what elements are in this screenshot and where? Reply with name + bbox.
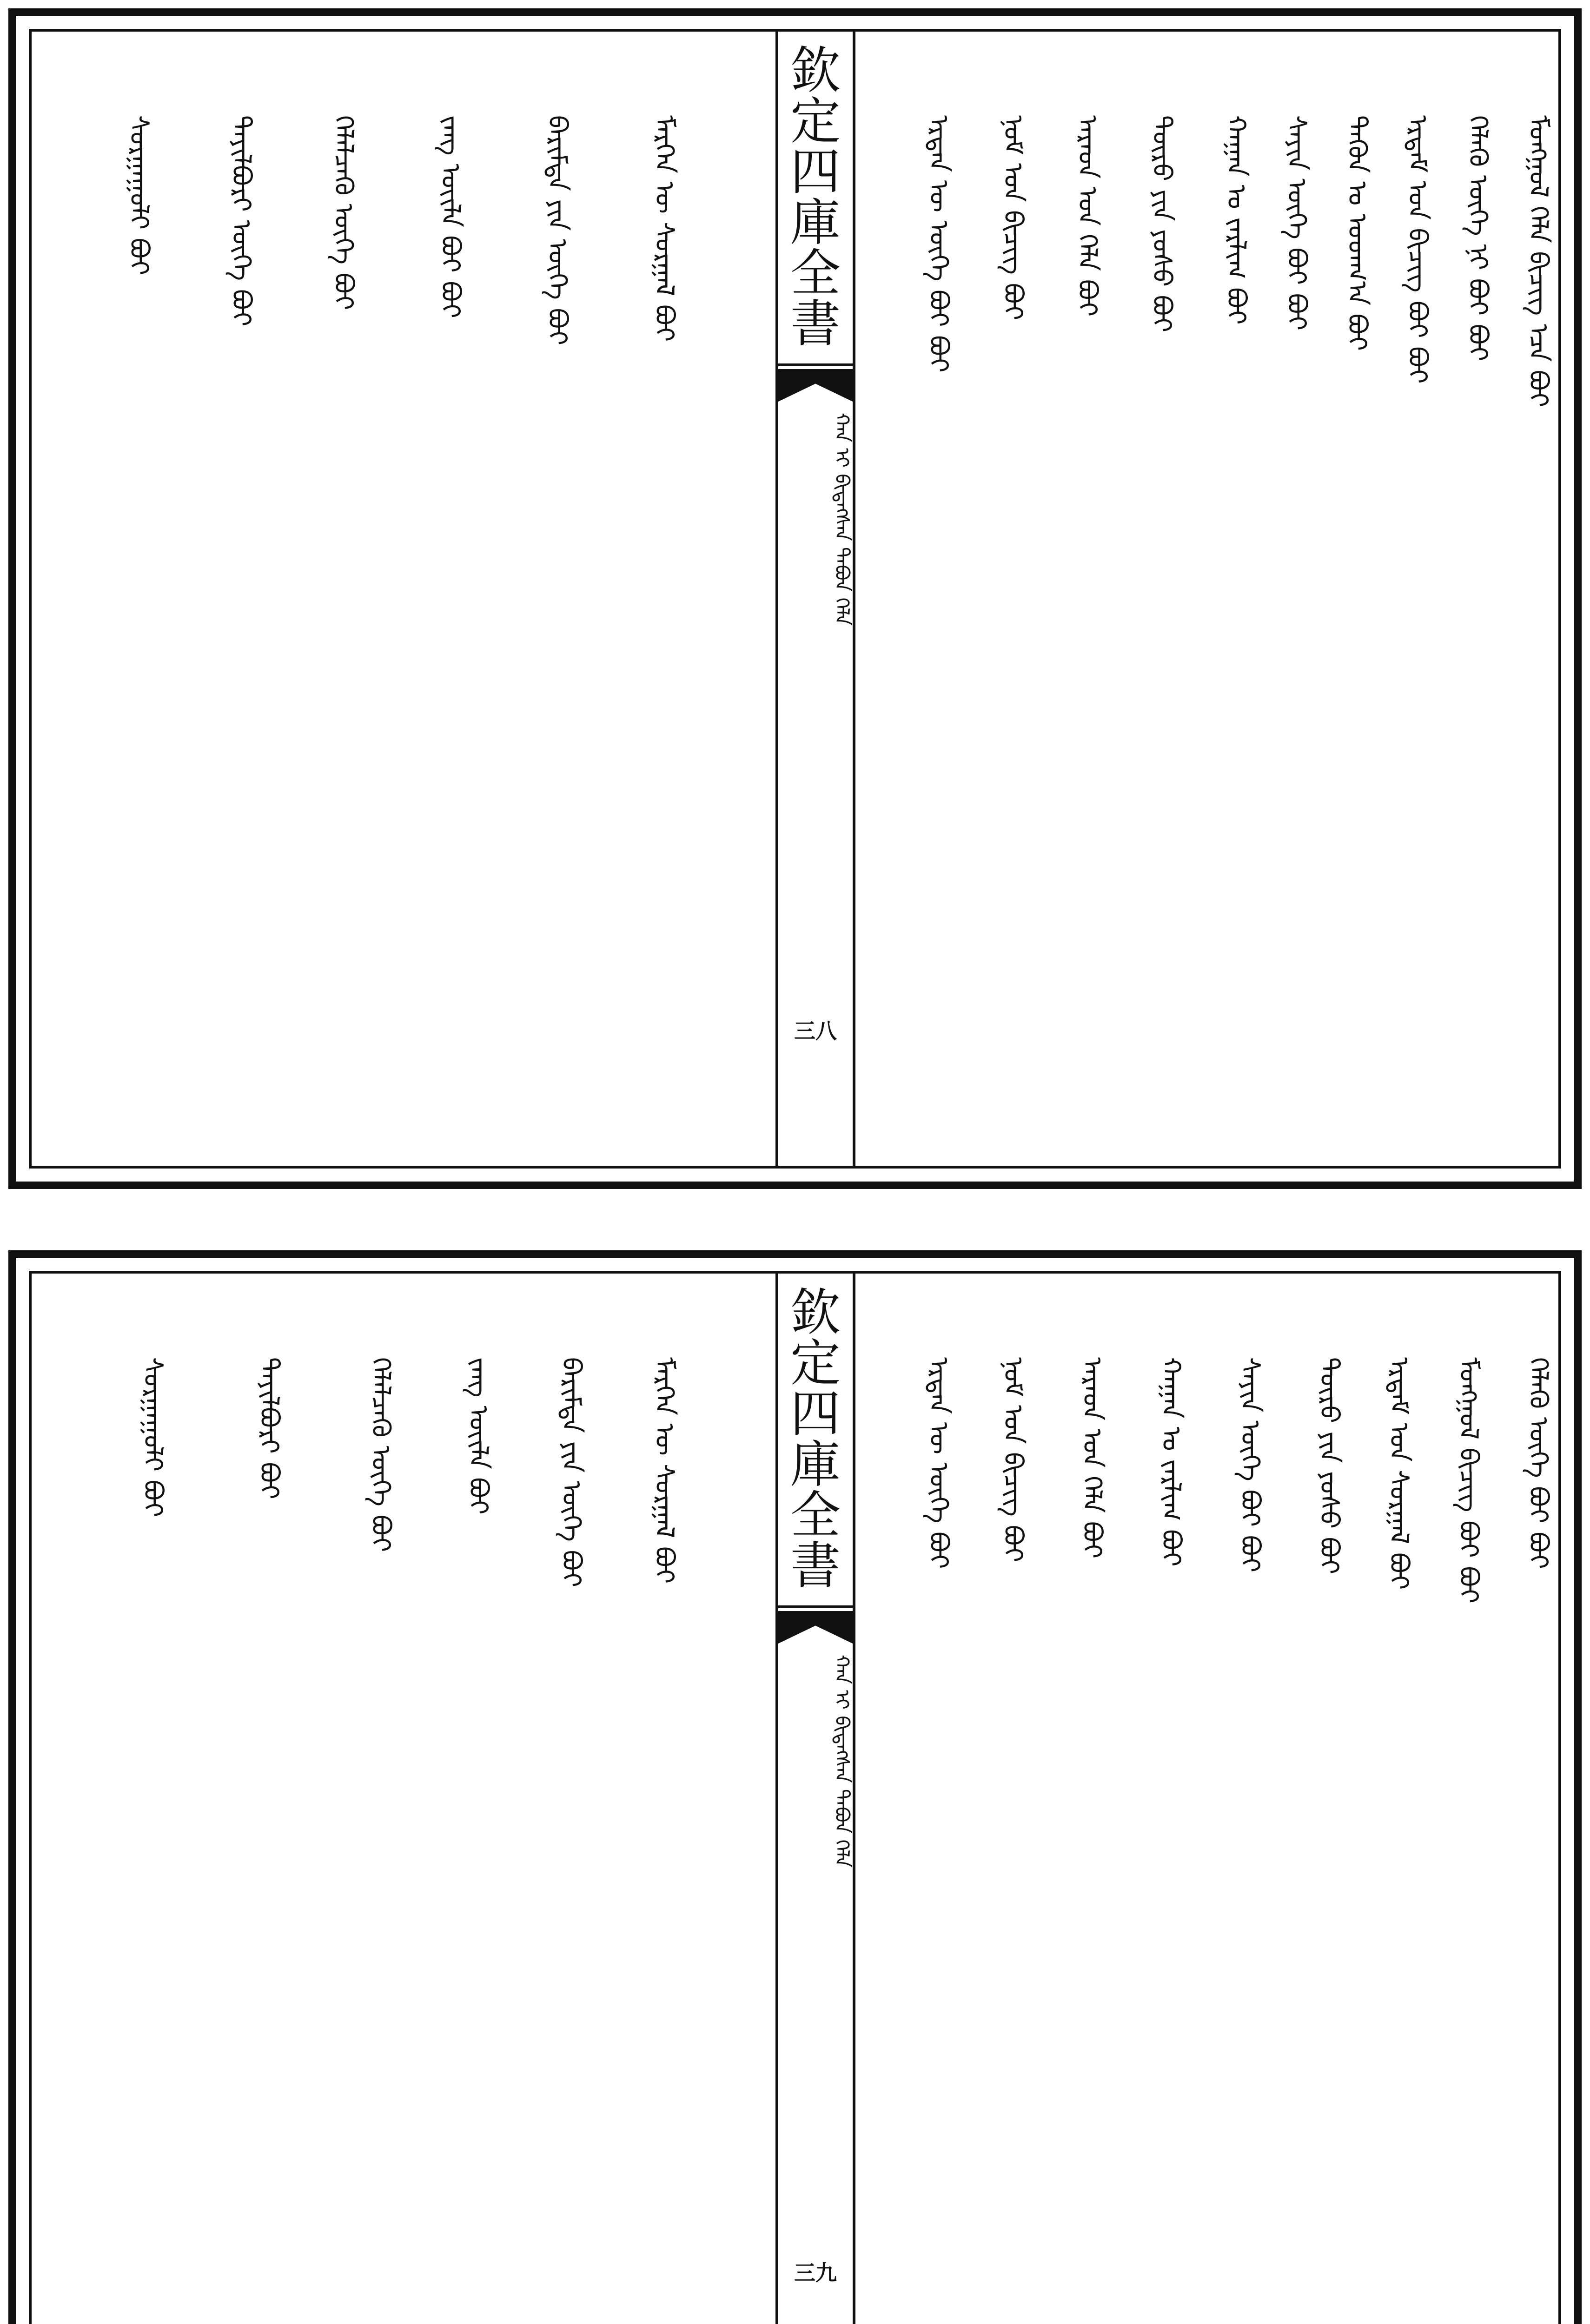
- text-column: ᠠᠷᠠᠳ ᠤᠨ ᠬᠡᠯᠡ ᠪᠣᠢ: [1072, 115, 1103, 317]
- spine-title-char: 定: [790, 1334, 841, 1393]
- text-column: ᠡᠷᠳᠡᠮ ᠤᠨ ᠰᠤᠷᠭᠠᠯ ᠪᠣᠢ: [1384, 1357, 1414, 1590]
- fishtail-ornament: [778, 369, 853, 402]
- text-column: ᠡᠷᠳᠡᠮ ᠤᠨ ᠪᠢᠴᠢᠭ ᠪᠣᠢ ᠪᠣᠢ: [1402, 115, 1433, 384]
- text-column: ᠲᠥᠷᠥ ᠶᠢᠨ ᠶᠣᠰᠣ ᠪᠣᠢ: [1314, 1357, 1345, 1574]
- page-top: [8, 8, 1582, 1189]
- text-column: ᠡᠷᠲᠡᠨ ᠦ ᠦᠭᠡ ᠪᠣᠢ: [923, 1357, 954, 1569]
- spine-title: [778, 1274, 853, 1608]
- text-column: ᠵᠠᠩ ᠦᠢᠯᠡ ᠪᠣᠢ ᠪᠣᠢ: [435, 115, 466, 318]
- text-column: ᠲᠥᠷᠥ ᠶᠢᠨ ᠶᠣᠰᠣ ᠪᠣᠢ: [1146, 115, 1177, 332]
- text-column: ᠬᠡᠯᠡᠯᠴᠡᠬᠦ ᠦᠭᠡ ᠪᠣᠢ: [365, 1357, 396, 1552]
- spine-title-char: 全: [790, 244, 841, 303]
- text-column: ᠪᠠᠷᠢᠮᠲᠠ ᠶᠢᠨ ᠦᠭᠡ ᠪᠣᠢ: [556, 1357, 587, 1587]
- text-column: ᠡᠷᠲᠡᠨ ᠦ ᠦᠭᠡ ᠪᠣᠢ ᠪᠣᠢ: [923, 115, 954, 373]
- text-column: ᠰᠠᠶᠢᠨ ᠦᠭᠡ ᠪᠣᠢ ᠪᠣᠢ: [1281, 115, 1312, 331]
- spine-title-char: 欽: [790, 1283, 841, 1342]
- text-column: ᠪᠠᠷᠢᠮᠲᠠ ᠶᠢᠨ ᠦᠭᠡ ᠪᠣᠢ: [542, 115, 573, 345]
- text-column: ᠰᠤᠷᠭᠠᠭᠤᠯᠢ ᠪᠣᠢ: [124, 115, 154, 276]
- text-column: ᠬᠡᠯᠡᠯᠴᠡᠬᠦ ᠦᠭᠡ ᠪᠣᠢ: [328, 115, 359, 310]
- spine-title: [778, 32, 853, 366]
- spine-title-char: 定: [790, 92, 841, 151]
- spine-folio: 三八: [794, 1018, 837, 1043]
- text-column: ᠠᠷᠠᠳ ᠤᠨ ᠬᠡᠯᠡ ᠪᠣᠢ: [1077, 1357, 1107, 1559]
- text-column: ᠬᠠᠭᠠᠨ ᠤ ᠵᠠᠷᠯᠢᠭ ᠪᠣᠢ: [1156, 1357, 1186, 1567]
- spine: [775, 1274, 855, 2324]
- text-column: ᠬᠠᠭᠠᠨ ᠤ ᠵᠠᠷᠯᠢᠭ ᠪᠣᠢ: [1221, 115, 1252, 325]
- text-column: ᠲᠠᠶᠢᠯᠪᠤᠷᠢ ᠪᠣᠢ: [254, 1357, 285, 1499]
- text-column: ᠮᠣᠩᠭᠣᠯ ᠬᠡᠯᠡ ᠪᠢᠴᠢᠭ ᠡᠴᠡ ᠪᠣᠢ: [1523, 115, 1554, 408]
- spine-subtitle: ᠬᠠᠨ ᠢ ᠪᠢᠲᠡᠭᠰᠡᠨ ᠲᠠᠪᠤᠨ ᠬᠡᠯᠡ: [831, 1655, 854, 1868]
- spine-title-char: 四: [790, 143, 841, 201]
- text-column: ᠮᠣᠩᠭᠣᠯ ᠪᠢᠴᠢᠭ ᠪᠣᠢ ᠪᠣᠢ: [1453, 1357, 1484, 1604]
- spine-title-char: 四: [790, 1385, 841, 1443]
- spine: [775, 32, 855, 1166]
- spine-subtitle: ᠬᠠᠨ ᠢ ᠪᠢᠲᠡᠭᠰᠡᠨ ᠲᠠᠪᠤᠨ ᠬᠡᠯᠡ: [831, 413, 854, 626]
- page-bottom: [8, 1250, 1582, 2324]
- text-column: ᠬᠡᠯᠡᠬᠦ ᠦᠭᠡ ᠨᠢ ᠪᠣᠢ ᠪᠣᠢ: [1463, 115, 1493, 362]
- text-column: ᠵᠠᠩ ᠦᠢᠯᠡ ᠪᠣᠢ: [463, 1357, 494, 1515]
- text-column: ᠲᠠᠶᠢᠯᠪᠤᠷᠢ ᠦᠭᠡ ᠪᠣᠢ: [226, 115, 257, 327]
- text-column: ᠬᠡᠯᠡᠬᠦ ᠦᠭᠡ ᠪᠣᠢ ᠪᠣᠢ: [1523, 1357, 1554, 1569]
- spine-title-char: 欽: [790, 41, 841, 100]
- text-column: ᠰᠠᠶᠢᠨ ᠦᠭᠡ ᠪᠣᠢ ᠪᠣᠢ: [1235, 1357, 1265, 1573]
- text-column: ᠲᠡᠭᠦᠨ ᠤ ᠤᠳᠬ᠎ᠠ ᠪᠣᠢ: [1342, 115, 1372, 351]
- fishtail-ornament: [778, 1611, 853, 1644]
- text-column: ᠮᠡᠷᠭᠡᠨ ᠦ ᠰᠤᠷᠭᠠᠯ ᠪᠣᠢ: [649, 1357, 680, 1584]
- page-frame: [29, 29, 1561, 1169]
- spine-title-char: 庫: [790, 193, 841, 252]
- spine-title-char: 書: [790, 1537, 841, 1595]
- text-column: ᠮᠡᠷᠭᠡᠨ ᠦ ᠰᠤᠷᠭᠠᠯ ᠪᠣᠢ: [649, 115, 680, 342]
- spine-title-char: 庫: [790, 1435, 841, 1494]
- text-column: ᠨᠣᠮ ᠤᠨ ᠪᠢᠴᠢᠭ ᠪᠣᠢ: [998, 1357, 1028, 1563]
- text-column: ᠰᠤᠷᠭᠠᠭᠤᠯᠢ ᠪᠣᠢ: [138, 1357, 168, 1518]
- page-frame: [29, 1271, 1561, 2324]
- spine-title-char: 書: [790, 295, 841, 353]
- spine-title-char: 全: [790, 1486, 841, 1545]
- text-column: ᠨᠣᠮ ᠤᠨ ᠪᠢᠴᠢᠭ ᠪᠣᠢ: [998, 115, 1028, 321]
- spine-folio: 三九: [794, 2260, 837, 2285]
